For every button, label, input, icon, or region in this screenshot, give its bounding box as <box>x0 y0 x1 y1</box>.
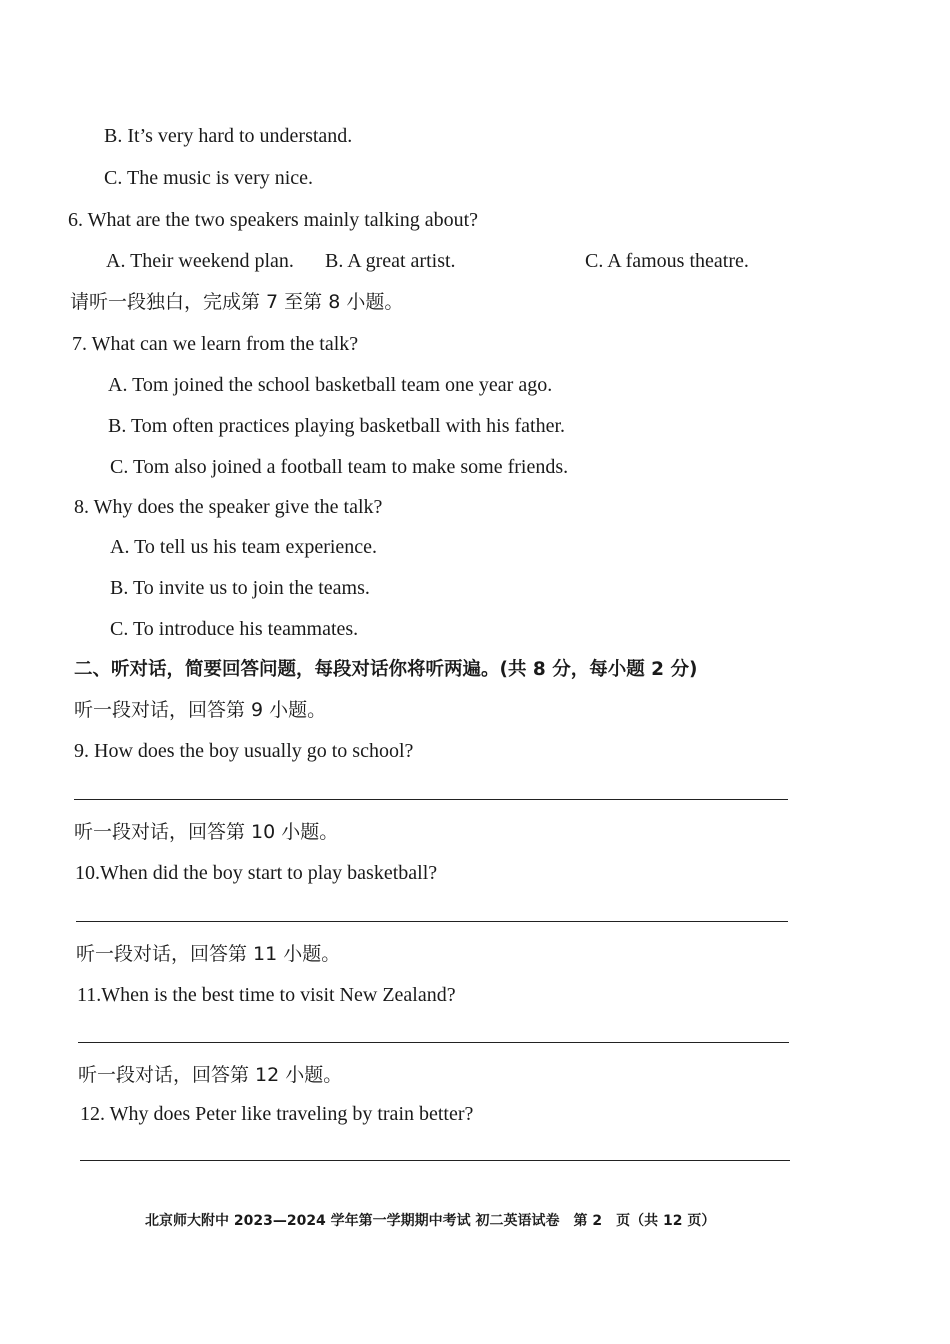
q7-option-b: B. Tom often practices playing basketball with his father. <box>108 415 566 437</box>
q7-option-a: A. Tom joined the school basketball team one year ago. <box>108 374 553 396</box>
q11-question: 11.When is the best time to visit New Zealand? <box>77 984 456 1006</box>
instruction-q7-q8: 请听一段独白，完成第 7 至第 8 小题。 <box>70 291 404 313</box>
q6-option-c: C. A famous theatre. <box>585 250 749 272</box>
q8-option-b: B. To invite us to join the teams. <box>110 577 370 599</box>
q6-question: 6. What are the two speakers mainly talking about? <box>68 209 479 231</box>
q5-option-c: C. The music is very nice. <box>104 167 314 189</box>
instruction-q10: 听一段对话，回答第 10 小题。 <box>74 821 339 843</box>
q11-answer-line[interactable] <box>78 1042 789 1043</box>
instruction-q9: 听一段对话，回答第 9 小题。 <box>74 699 327 721</box>
q6-option-a: A. Their weekend plan. <box>106 250 294 272</box>
q7-option-c: C. Tom also joined a football team to make some friends. <box>110 456 569 478</box>
section2-heading: 二、听对话，简要回答问题，每段对话你将听两遍。(共 8 分，每小题 2 分) <box>74 659 698 680</box>
q9-answer-line[interactable] <box>74 799 788 800</box>
instruction-q12: 听一段对话，回答第 12 小题。 <box>78 1064 343 1086</box>
q12-answer-line[interactable] <box>80 1160 790 1161</box>
q10-answer-line[interactable] <box>76 921 788 922</box>
page-footer: 北京师大附中 2023—2024 学年第一学期期中考试 初二英语试卷 第 2 页（共 12 页） <box>145 1213 716 1229</box>
q5-option-b: B. It’s very hard to understand. <box>104 125 353 147</box>
q8-option-c: C. To introduce his teammates. <box>110 618 359 640</box>
q7-question: 7. What can we learn from the talk? <box>72 333 359 355</box>
q9-question: 9. How does the boy usually go to school? <box>74 740 414 762</box>
instruction-q11: 听一段对话，回答第 11 小题。 <box>76 943 341 965</box>
q8-option-a: A. To tell us his team experience. <box>110 536 378 558</box>
q10-question: 10.When did the boy start to play basketball? <box>75 862 438 884</box>
q6-option-b: B. A great artist. <box>325 250 456 272</box>
q8-question: 8. Why does the speaker give the talk? <box>74 496 383 518</box>
q12-question: 12. Why does Peter like traveling by train better? <box>80 1103 474 1125</box>
